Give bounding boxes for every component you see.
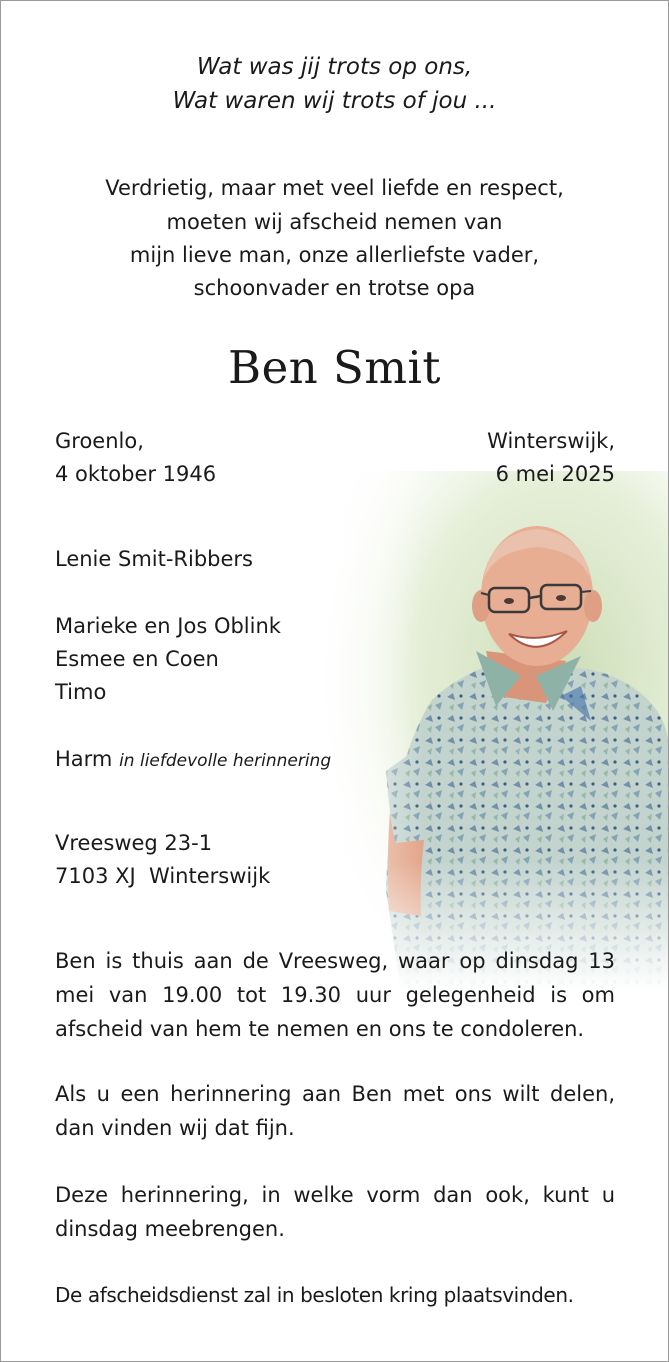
family-child-1: Marieke en Jos Oblink xyxy=(55,614,281,638)
paragraph-bring: Deze herinnering, in welke vorm dan ook, kunt u dinsdag meebrengen. xyxy=(55,1183,615,1241)
family-grandchild-2: Timo xyxy=(55,680,107,704)
memorial-note: in liefdevolle herinnering xyxy=(119,751,332,771)
intro-line-3: mijn lieve man, onze allerliefste vader, xyxy=(129,243,540,267)
family-spouse: Lenie Smit-Ribbers xyxy=(55,547,254,571)
paragraph-share: Als u een herinnering aan Ben met ons wilt delen, dan vinden wij dat fijn. xyxy=(55,1082,615,1140)
death-place: Winterswijk, xyxy=(487,429,615,453)
quote-line-2: Wat waren wij trots of jou ... xyxy=(172,88,497,114)
portrait-photo xyxy=(291,471,669,991)
intro-line-4: schoonvader en trotse opa xyxy=(193,276,476,300)
intro-line-1: Verdrietig, maar met veel liefde en respect, xyxy=(105,176,564,200)
birth-date: 4 oktober 1946 xyxy=(55,462,217,486)
quote-line-1: Wat was jij trots op ons, xyxy=(196,54,473,80)
address-street: Vreesweg 23-1 xyxy=(55,831,213,855)
paragraph-service: De afscheidsdienst zal in besloten kring plaatsvinden. xyxy=(55,1283,574,1307)
birth-place: Groenlo, xyxy=(55,429,144,453)
death-date: 6 mei 2025 xyxy=(495,462,615,486)
intro-line-2: moeten wij afscheid nemen van xyxy=(166,210,503,234)
memorial-name: Harm xyxy=(55,747,113,771)
paragraph-visit: Ben is thuis aan de Vreesweg, waar op dinsdag 13 mei van 19.00 tot 19.30 uur gelegenheid is om afscheid van hem te nemen en ons te condoleren. xyxy=(55,949,615,1041)
family-grandchild-1: Esmee en Coen xyxy=(55,647,219,671)
family-memorial xyxy=(55,743,331,778)
deceased-name: Ben Smit xyxy=(228,341,441,394)
address-city: 7103 XJ Winterswijk xyxy=(55,864,271,888)
